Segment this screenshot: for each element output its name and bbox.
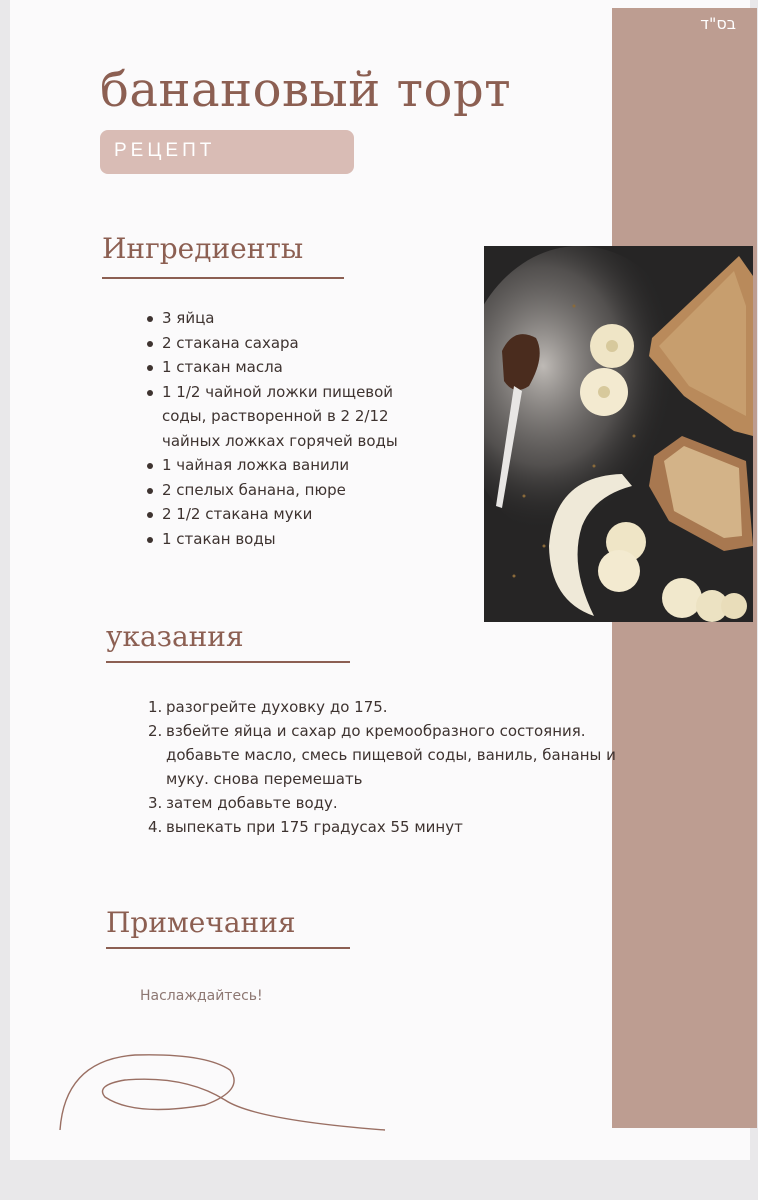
list-item — [148, 791, 618, 815]
ingredients-heading: Ингредиенты — [102, 232, 304, 265]
notes-divider — [106, 947, 350, 949]
ingredients-list — [146, 306, 476, 551]
page-title: банановый торт — [100, 62, 512, 118]
step-number: 4. — [148, 818, 163, 836]
decorative-swirl-icon — [55, 1045, 395, 1135]
list-item — [148, 719, 618, 791]
banana-bread-photo — [484, 246, 753, 622]
list-item — [148, 815, 618, 839]
list-item: 1 стакан воды — [146, 527, 476, 552]
step-number: 2. — [148, 722, 163, 740]
list-item — [148, 695, 618, 719]
list-item: 1 стакан масла — [146, 355, 476, 380]
step-text: выпекать при 175 градусах 55 минут — [166, 818, 463, 836]
directions-heading: указания — [106, 620, 244, 653]
list-item: 1 1/2 чайной ложки пищевой соды, растворенной в 2 2/12 чайных ложках горячей воды — [146, 380, 410, 454]
step-number: 3. — [148, 794, 163, 812]
list-item: 2 стакана сахара — [146, 331, 476, 356]
step-text: взбейте яйца и сахар до кремообразного состояния. добавьте масло, смесь пищевой соды, ваниль, бананы и муку. снова перемешать — [166, 722, 616, 788]
step-text: затем добавьте воду. — [166, 794, 338, 812]
ingredients-divider — [102, 277, 344, 279]
recipe-badge-label: РЕЦЕПТ — [114, 140, 216, 161]
step-number: 1. — [148, 698, 163, 716]
directions-list — [148, 695, 618, 839]
list-item: 1 чайная ложка ванили — [146, 453, 476, 478]
notes-heading: Примечания — [106, 906, 296, 939]
list-item: 2 спелых банана, пюре — [146, 478, 476, 503]
notes-text: Наслаждайтесь! — [140, 988, 263, 1004]
list-item: 3 яйца — [146, 306, 476, 331]
recipe-badge — [100, 130, 354, 174]
directions-divider — [106, 661, 350, 663]
list-item: 2 1/2 стакана муки — [146, 502, 476, 527]
step-text: разогрейте духовку до 175. — [166, 698, 388, 716]
hebrew-header-mark: בס"ד — [700, 14, 736, 33]
